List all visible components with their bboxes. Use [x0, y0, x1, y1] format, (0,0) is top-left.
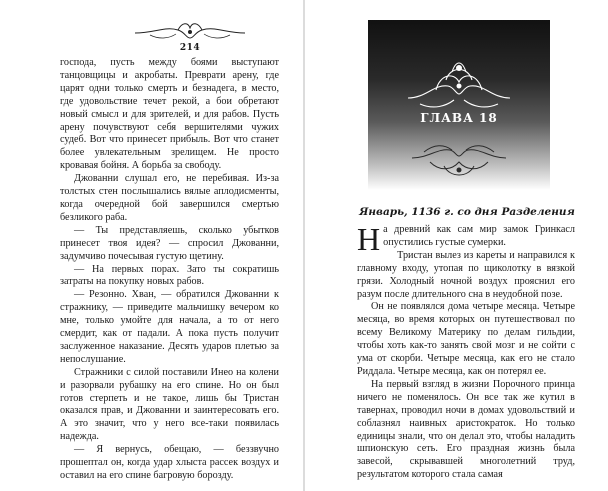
page-number: 214 [179, 43, 201, 53]
paragraph-text: а древний как сам мир замок Гринкасл опустились густые сумерки. [383, 224, 575, 248]
left-page-body [60, 57, 279, 483]
chapter-banner [368, 20, 550, 190]
paragraph: — На первых порах. Зато ты сократишь затраты на покупку новых рабов. [60, 263, 279, 288]
chapter-ornament-icon [368, 20, 550, 190]
paragraph: Стражники с силой поставили Инео на колени и разорвали рубашку на его спине. Но он был готов стерпеть и не такое, лишь бы Тристан оказался прав, и Джованни и заинтересовать его. А это значит, что у него все-таки появилась надежда. [60, 366, 279, 443]
paragraph: — Ты представляешь, сколько убытков принесет твоя идея? — спросил Джованни, задумчиво почесывая густую щетину. [60, 224, 279, 262]
paragraph: Он не появлялся дома четыре месяца. Четыре месяца, во время которых он путешествовал по всему Великому Материку по делам гильдии, чтобы хоть как-то занять свой мозг и не сойти с ума от скорби. Четыре месяца, как его не стало Риддала. Четыре месяца, как он потерял ее. [357, 301, 575, 377]
paragraph: На первый взгляд в жизни Порочного принца ничего не поменялось. Он все так же кутил в тавернах, проводил ночи в домах удовольствий и соблазнял наивных аристократок. Но только единицы знали, что он делал это, чтобы наладить шпионскую сеть. Его праздная жизнь была завесой, скрывавшей многолетний труд, результатом которого стала самая [357, 378, 575, 481]
drop-cap: Н [357, 221, 381, 257]
chapter-epigraph: Январь, 1136 г. со дня Разделения [359, 206, 575, 218]
paragraph: — Резонно. Хван, — обратился Джованни к стражнику, — приведите мальчишку вечером ко мне, только умойте для начала, а то от него смердит, как от падали. А пока пусть получит заслуженное наказание. Десять ударов плетью за непослушание. [60, 289, 279, 365]
paragraph: Джованни слушал его, не перебивая. Из-за толстых стен послышались вялые аплодисменты, когда очередной бой завершился смертью безликого раба. [60, 173, 279, 223]
paragraph: — Я вернусь, обещаю, — беззвучно прошептал он, когда удар хлыста рассек воздух и оставил на его спине багровую борозду. [60, 444, 279, 481]
chapter-title: ГЛАВА 18 [420, 111, 498, 125]
left-page [0, 0, 303, 491]
paragraph [357, 221, 575, 257]
paragraph: Тристан вылез из кареты и направился к главному входу, утопая по щиколотку в вязкой грязи. Холодный ночной воздух прояснил его разум после длительного сна в неудобной позе. [357, 249, 575, 300]
paragraph: господа, пусть между боями выступают танцовщицы и акробаты. Преврати арену, где царят одни только смерть и безнадега, в место, где удовольствие течет рекой, а бои обретают новый смысл и для зрителей, и для рабов. Пусть арену почувствуют себя вершителями чужих судеб. Вот что принесет прибыль. Вот что станет более увлекательным зрелищем. Не просто кровавая бойня. А борьба за свободу. [60, 57, 279, 172]
right-page-body [357, 221, 575, 482]
right-page [305, 0, 608, 491]
